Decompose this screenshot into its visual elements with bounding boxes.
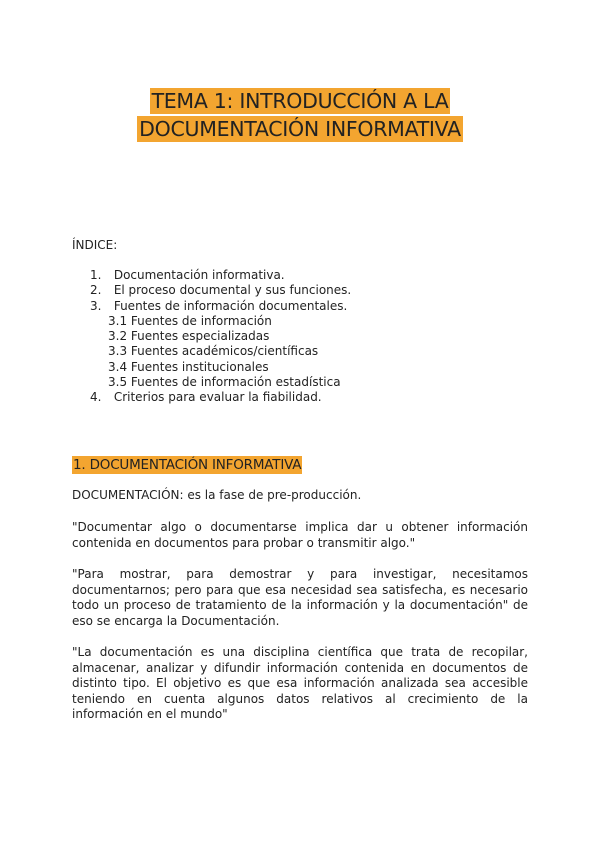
toc-item-number: 3. (90, 298, 102, 313)
quote-paragraph-2: "Para mostrar, para demostrar y para investigar, necesitamos documentarnos; pero para que esa necesidad sea satisfecha, es necesario todo un proceso de tratamiento de la información y la documentación" de eso se encarga la Documentación. (72, 567, 528, 628)
toc-item-4 (72, 390, 351, 405)
toc-item-number: 4. (90, 390, 102, 405)
quote-paragraph-1: "Documentar algo o documentarse implica dar u obtener información contenida en documentos para probar o transmitir algo." (72, 520, 528, 550)
definition-paragraph: DOCUMENTACIÓN: es la fase de pre-producción. (72, 488, 362, 502)
toc-item-1 (72, 268, 351, 283)
title-line-1: TEMA 1: INTRODUCCIÓN A LA (151, 89, 449, 113)
title-line-2: DOCUMENTACIÓN INFORMATIVA (139, 117, 461, 141)
page-title (0, 88, 600, 142)
toc-subitem-3-5: 3.5 Fuentes de información estadística (108, 375, 341, 390)
index-label: ÍNDICE: (72, 238, 118, 252)
table-of-contents (72, 268, 351, 406)
toc-item-number: 2. (90, 283, 102, 298)
toc-item-text: Fuentes de información documentales. (113, 298, 348, 313)
toc-subitem-3-1: 3.1 Fuentes de información (108, 313, 272, 328)
toc-subitem-3-3: 3.3 Fuentes académicos/científicas (108, 344, 319, 359)
quote-paragraph-3: "La documentación es una disciplina científica que trata de recopilar, almacenar, analizar y difundir información contenida en documentos de distinto tipo. El objetivo es que esa información analizada sea accesible teniendo en cuenta algunos datos relativos al crecimiento de la información en el mundo" (72, 645, 528, 721)
toc-item-3 (72, 299, 351, 314)
toc-item-text: El proceso documental y sus funciones. (113, 283, 352, 298)
toc-item-text: Documentación informativa. (113, 268, 285, 282)
toc-item-number: 1. (90, 268, 102, 282)
toc-subitem-3-4: 3.4 Fuentes institucionales (108, 359, 269, 374)
toc-item-2 (72, 283, 351, 298)
toc-item-text: Criterios para evaluar la fiabilidad. (113, 390, 322, 405)
section-heading: 1. DOCUMENTACIÓN INFORMATIVA (73, 457, 302, 473)
toc-subitem-3-2: 3.2 Fuentes especializadas (108, 329, 270, 344)
